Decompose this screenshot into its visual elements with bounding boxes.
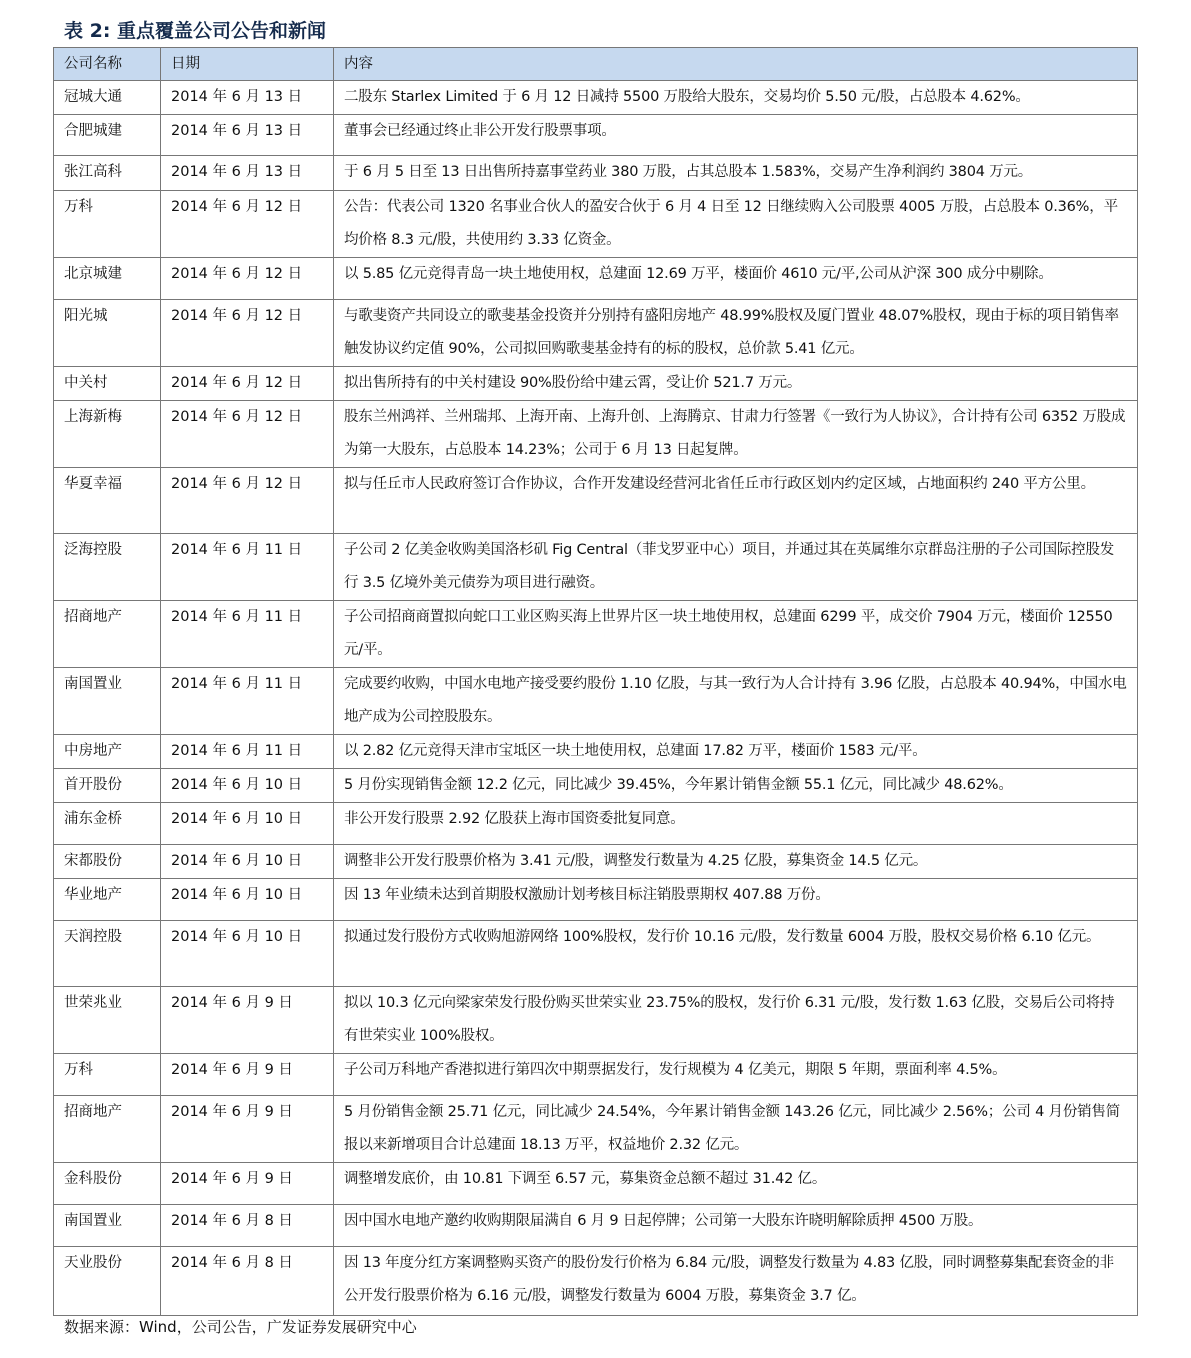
date-cell: 2014 年 6 月 11 日	[161, 668, 334, 735]
date-cell: 2014 年 6 月 12 日	[161, 367, 334, 401]
content-cell: 拟以 10.3 亿元向梁家荣发行股份购买世荣实业 23.75%的股权，发行价 6.31 元/股，发行数 1.63 亿股，交易后公司将持有世荣实业 100%股权。	[334, 987, 1138, 1054]
company-cell: 阳光城	[54, 300, 161, 367]
company-cell: 南国置业	[54, 668, 161, 735]
table-title: 表 2: 重点覆盖公司公告和新闻	[64, 20, 327, 42]
table-row	[54, 1163, 1138, 1205]
date-cell: 2014 年 6 月 9 日	[161, 1163, 334, 1205]
header-content: 内容	[334, 48, 1138, 81]
announcements-table	[53, 47, 1138, 1316]
content-cell: 5 月份实现销售金额 12.2 亿元，同比减少 39.45%，今年累计销售金额 55.1 亿元，同比减少 48.62%。	[334, 769, 1138, 803]
company-cell: 宋都股份	[54, 845, 161, 879]
date-cell: 2014 年 6 月 10 日	[161, 845, 334, 879]
date-cell: 2014 年 6 月 13 日	[161, 115, 334, 156]
content-cell: 股东兰州鸿祥、兰州瑞邦、上海开南、上海升创、上海腾京、甘肃力行签署《一致行为人协议》，合计持有公司 6352 万股成为第一大股东，占总股本 14.23%；公司于 6 月 13 日起复牌。	[334, 401, 1138, 468]
company-cell: 华夏幸福	[54, 468, 161, 534]
content-cell: 因中国水电地产邀约收购期限届满自 6 月 9 日起停牌；公司第一大股东许晓明解除质押 4500 万股。	[334, 1205, 1138, 1247]
content-cell: 以 5.85 亿元竞得青岛一块土地使用权，总建面 12.69 万平，楼面价 4610 元/平,公司从沪深 300 成分中剔除。	[334, 258, 1138, 300]
date-cell: 2014 年 6 月 12 日	[161, 300, 334, 367]
content-cell: 子公司 2 亿美金收购美国洛杉矶 Fig Central（菲戈罗亚中心）项目，并通过其在英属维尔京群岛注册的子公司国际控股发行 3.5 亿境外美元债券为项目进行融资。	[334, 534, 1138, 601]
company-cell: 万科	[54, 191, 161, 258]
table-row	[54, 191, 1138, 258]
company-cell: 首开股份	[54, 769, 161, 803]
date-cell: 2014 年 6 月 10 日	[161, 879, 334, 921]
content-cell: 调整增发底价，由 10.81 下调至 6.57 元，募集资金总额不超过 31.42 亿。	[334, 1163, 1138, 1205]
date-cell: 2014 年 6 月 13 日	[161, 81, 334, 115]
content-cell: 二股东 Starlex Limited 于 6 月 12 日减持 5500 万股给大股东，交易均价 5.50 元/股，占总股本 4.62%。	[334, 81, 1138, 115]
table-row	[54, 668, 1138, 735]
table-row	[54, 300, 1138, 367]
date-cell: 2014 年 6 月 11 日	[161, 735, 334, 769]
table-row	[54, 601, 1138, 668]
company-cell: 中房地产	[54, 735, 161, 769]
date-cell: 2014 年 6 月 10 日	[161, 921, 334, 987]
table-row	[54, 468, 1138, 534]
table-row	[54, 879, 1138, 921]
content-cell: 拟通过发行股份方式收购旭游网络 100%股权，发行价 10.16 元/股，发行数量 6004 万股，股权交易价格 6.10 亿元。	[334, 921, 1138, 987]
content-cell: 公告：代表公司 1320 名事业合伙人的盈安合伙于 6 月 4 日至 12 日继续购入公司股票 4005 万股，占总股本 0.36%，平均价格 8.3 元/股，共使用约 3.33 亿资金。	[334, 191, 1138, 258]
table-row	[54, 401, 1138, 468]
table-row	[54, 258, 1138, 300]
date-cell: 2014 年 6 月 9 日	[161, 1054, 334, 1096]
content-cell: 以 2.82 亿元竞得天津市宝坻区一块土地使用权，总建面 17.82 万平，楼面价 1583 元/平。	[334, 735, 1138, 769]
content-cell: 因 13 年度分红方案调整购买资产的股份发行价格为 6.84 元/股，调整发行数量为 4.83 亿股，同时调整募集配套资金的非公开发行股票价格为 6.16 元/股，调整发行数量为 6004 万股，募集资金 3.7 亿。	[334, 1247, 1138, 1316]
content-cell: 拟出售所持有的中关村建设 90%股份给中建云霄，受让价 521.7 万元。	[334, 367, 1138, 401]
company-cell: 中关村	[54, 367, 161, 401]
table-row	[54, 921, 1138, 987]
content-cell: 因 13 年业绩未达到首期股权激励计划考核目标注销股票期权 407.88 万份。	[334, 879, 1138, 921]
table-row	[54, 769, 1138, 803]
company-cell: 天润控股	[54, 921, 161, 987]
date-cell: 2014 年 6 月 8 日	[161, 1247, 334, 1316]
table-header-row	[54, 48, 1138, 81]
table-row	[54, 367, 1138, 401]
table-row	[54, 735, 1138, 769]
company-cell: 泛海控股	[54, 534, 161, 601]
company-cell: 浦东金桥	[54, 803, 161, 845]
date-cell: 2014 年 6 月 12 日	[161, 468, 334, 534]
company-cell: 合肥城建	[54, 115, 161, 156]
table-row	[54, 1247, 1138, 1316]
table-row	[54, 156, 1138, 191]
date-cell: 2014 年 6 月 10 日	[161, 803, 334, 845]
date-cell: 2014 年 6 月 12 日	[161, 191, 334, 258]
table-row	[54, 845, 1138, 879]
company-cell: 招商地产	[54, 601, 161, 668]
date-cell: 2014 年 6 月 12 日	[161, 401, 334, 468]
date-cell: 2014 年 6 月 8 日	[161, 1205, 334, 1247]
content-cell: 非公开发行股票 2.92 亿股获上海市国资委批复同意。	[334, 803, 1138, 845]
header-company: 公司名称	[54, 48, 161, 81]
company-cell: 金科股份	[54, 1163, 161, 1205]
content-cell: 调整非公开发行股票价格为 3.41 元/股，调整发行数量为 4.25 亿股，募集资金 14.5 亿元。	[334, 845, 1138, 879]
date-cell: 2014 年 6 月 9 日	[161, 987, 334, 1054]
company-cell: 南国置业	[54, 1205, 161, 1247]
content-cell: 董事会已经通过终止非公开发行股票事项。	[334, 115, 1138, 156]
table-row	[54, 1096, 1138, 1163]
table-row	[54, 1205, 1138, 1247]
company-cell: 冠城大通	[54, 81, 161, 115]
table-row	[54, 803, 1138, 845]
content-cell: 完成要约收购，中国水电地产接受要约股份 1.10 亿股，与其一致行为人合计持有 3.96 亿股，占总股本 40.94%，中国水电地产成为公司控股股东。	[334, 668, 1138, 735]
content-cell: 5 月份销售金额 25.71 亿元，同比减少 24.54%，今年累计销售金额 143.26 亿元，同比减少 2.56%；公司 4 月份销售简报以来新增项目合计总建面 18.13 万平，权益地价 2.32 亿元。	[334, 1096, 1138, 1163]
table-row	[54, 81, 1138, 115]
date-cell: 2014 年 6 月 11 日	[161, 601, 334, 668]
company-cell: 天业股份	[54, 1247, 161, 1316]
date-cell: 2014 年 6 月 13 日	[161, 156, 334, 191]
table-row	[54, 534, 1138, 601]
header-date: 日期	[161, 48, 334, 81]
content-cell: 拟与任丘市人民政府签订合作协议，合作开发建设经营河北省任丘市行政区划内约定区域，占地面积约 240 平方公里。	[334, 468, 1138, 534]
company-cell: 张江高科	[54, 156, 161, 191]
company-cell: 北京城建	[54, 258, 161, 300]
date-cell: 2014 年 6 月 11 日	[161, 534, 334, 601]
date-cell: 2014 年 6 月 10 日	[161, 769, 334, 803]
content-cell: 子公司招商商置拟向蛇口工业区购买海上世界片区一块土地使用权，总建面 6299 平，成交价 7904 万元，楼面价 12550 元/平。	[334, 601, 1138, 668]
company-cell: 上海新梅	[54, 401, 161, 468]
date-cell: 2014 年 6 月 9 日	[161, 1096, 334, 1163]
company-cell: 招商地产	[54, 1096, 161, 1163]
company-cell: 华业地产	[54, 879, 161, 921]
source-note: 数据来源：Wind，公司公告，广发证券发展研究中心	[64, 1318, 417, 1336]
table-row	[54, 115, 1138, 156]
table-row	[54, 987, 1138, 1054]
content-cell: 子公司万科地产香港拟进行第四次中期票据发行，发行规模为 4 亿美元，期限 5 年期，票面利率 4.5%。	[334, 1054, 1138, 1096]
company-cell: 万科	[54, 1054, 161, 1096]
content-cell: 于 6 月 5 日至 13 日出售所持嘉事堂药业 380 万股，占其总股本 1.583%，交易产生净利润约 3804 万元。	[334, 156, 1138, 191]
table-row	[54, 1054, 1138, 1096]
content-cell: 与歌斐资产共同设立的歌斐基金投资并分别持有盛阳房地产 48.99%股权及厦门置业 48.07%股权，现由于标的项目销售率触发协议约定值 90%，公司拟回购歌斐基金持有的标的股权，总价款 5.41 亿元。	[334, 300, 1138, 367]
date-cell: 2014 年 6 月 12 日	[161, 258, 334, 300]
company-cell: 世荣兆业	[54, 987, 161, 1054]
